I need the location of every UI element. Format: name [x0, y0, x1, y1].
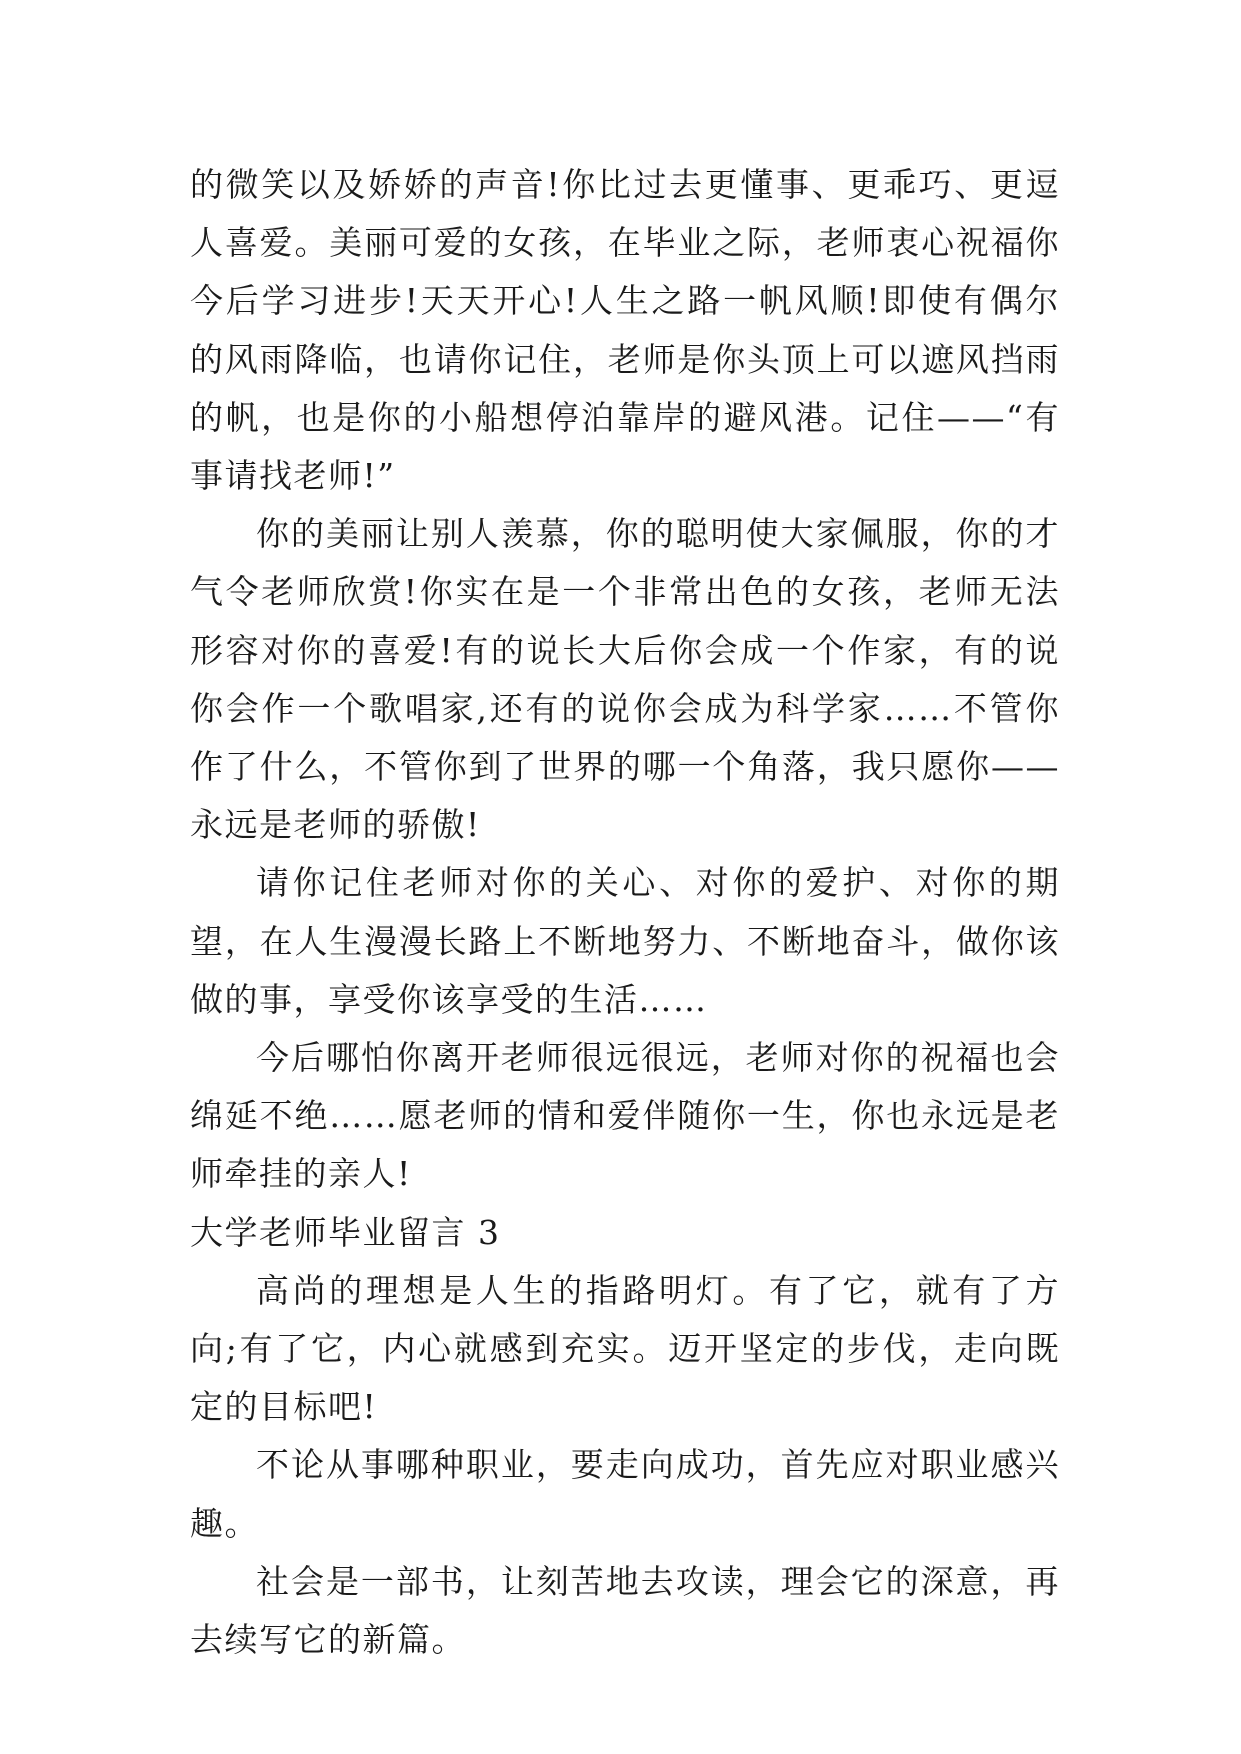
paragraph: 你的美丽让别人羡慕，你的聪明使大家佩服，你的才气令老师欣赏!你实在是一个非常出色的女孩，老师无法形容对你的喜爱!有的说长大后你会成一个作家，有的说你会作一个歌唱家,还有的说你会成为科学家……不管你作了什么，不管你到了世界的哪一个角落，我只愿你——永远是老师的骄傲!	[190, 514, 1060, 845]
paragraph: 不论从事哪种职业，要走向成功，首先应对职业感兴趣。	[190, 1445, 1060, 1543]
document-body	[190, 156, 1060, 1669]
paragraph: 高尚的理想是人生的指路明灯。有了它，就有了方向;有了它，内心就感到充实。迈开坚定的步伐，走向既定的目标吧!	[190, 1270, 1060, 1427]
section-heading: 大学老师毕业留言 3	[190, 1212, 501, 1252]
paragraph: 今后哪怕你离开老师很远很远，老师对你的祝福也会绵延不绝……愿老师的情和爱伴随你一生，你也永远是老师牵挂的亲人!	[190, 1038, 1060, 1194]
paragraph: 请你记住老师对你的关心、对你的爱护、对你的期望，在人生漫漫长路上不断地努力、不断地奋斗，做你该做的事，享受你该享受的生活……	[190, 863, 1060, 1019]
paragraph: 社会是一部书，让刻苦地去攻读，理会它的深意，再去续写它的新篇。	[190, 1561, 1060, 1660]
paragraph-continued: 的微笑以及娇娇的声音!你比过去更懂事、更乖巧、更逗人喜爱。美丽可爱的女孩，在毕业之际，老师衷心祝福你今后学习进步!天天开心!人生之路一帆风顺!即使有偶尔的风雨降临，也请你记住，老师是你头顶上可以遮风挡雨的帆，也是你的小船想停泊靠岸的避风港。记住——“有事请找老师!”	[190, 165, 1060, 496]
